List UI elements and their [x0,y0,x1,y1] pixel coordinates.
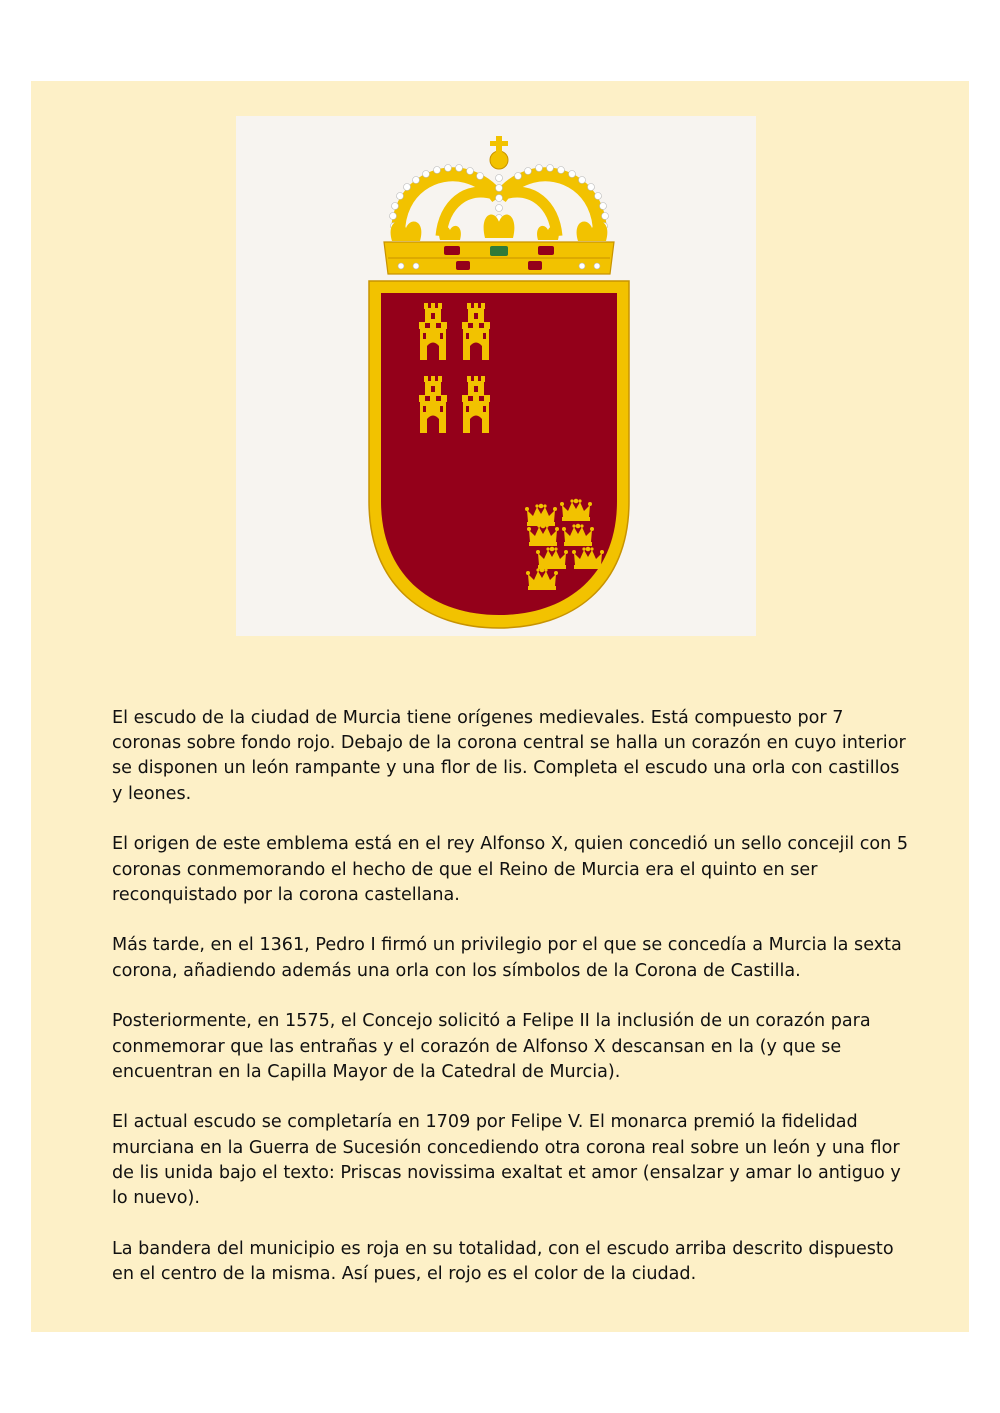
paragraph-bandera: La bandera del municipio es roja en su totalidad, con el escudo arriba descrito dispuesto en el centro de la misma. Así pues, el rojo es el color de la ciudad. [112,1238,894,1284]
paragraph-pedro-i: Más tarde, en el 1361, Pedro I firmó un privilegio por el que se concedía a Murcia la sexta corona, añadiendo además una orla con los símbolos de la Corona de Castilla. [112,935,902,981]
paragraph-escudo: El escudo de la ciudad de Murcia tiene orígenes medievales. Está compuesto por 7 coronas sobre fondo rojo. Debajo de la corona central se halla un corazón en cuyo interior se disponen un león rampante y una flor de lis. Completa el escudo una orla con castillos y leones. [112,708,906,804]
paragraph-felipe-v: El actual escudo se completaría en 1709 por Felipe V. El monarca premió la fidelidad murciana en la Guerra de Sucesión concediendo otra corona real sobre un león y una flor de lis unida bajo el texto: Priscas novissima exaltat et amor (ensalzar y amar lo antiguo y lo nuevo). [112,1112,901,1209]
paragraph-felipe-ii: Posteriormente, en 1575, el Concejo solicitó a Felipe II la inclusión de un corazón para conmemorar que las entrañas y el corazón de Alfonso X descansan en la (y que se encuentran en la Capilla Mayor de la Catedral de Murcia). [112,1011,871,1082]
shield [369,281,629,628]
page-panel [31,81,969,1332]
coat-of-arms-image [236,116,756,636]
description-text [112,706,912,1313]
paragraph-origen: El origen de este emblema está en el rey Alfonso X, quien concedió un sello concejil con 5 coronas conmemorando el hecho de que el Reino de Murcia era el quinto en ser reconquistado por la corona castellana. [112,834,909,905]
royal-crown [384,136,614,274]
coat-of-arms-svg [236,116,756,636]
